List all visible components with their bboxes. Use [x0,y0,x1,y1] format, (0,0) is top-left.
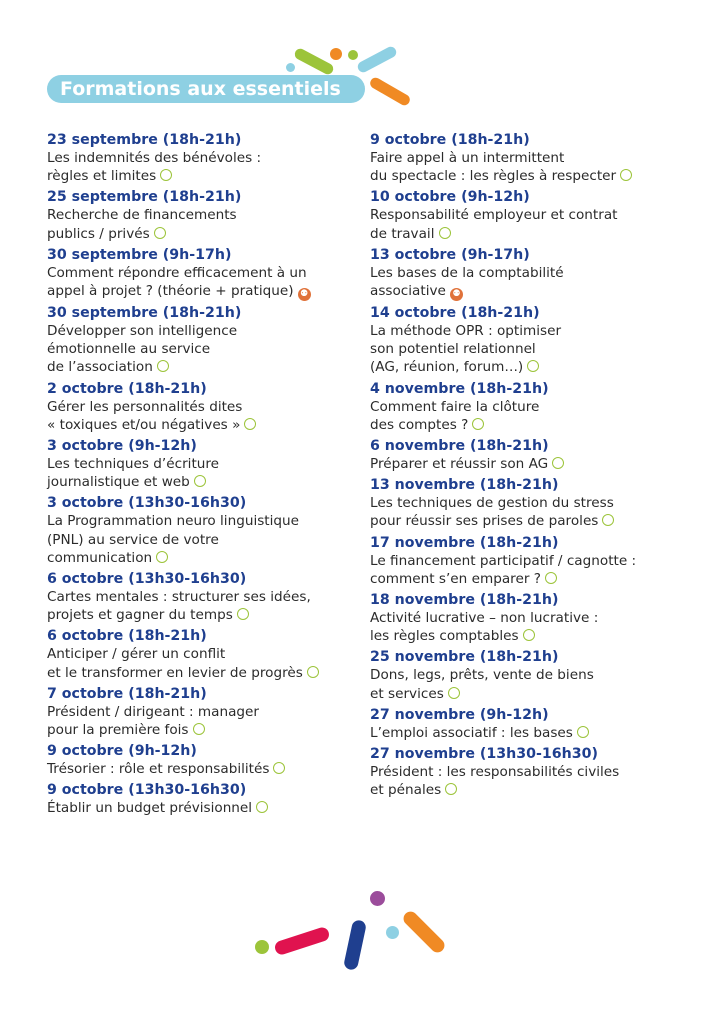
at-spiral-icon [156,551,168,563]
training-title-text: Établir un budget prévisionnel [47,800,253,817]
at-spiral-icon [472,418,484,430]
deco-green-dot [255,940,269,954]
training-title [47,398,352,434]
at-spiral-icon [445,783,457,795]
deco-orange-bar [368,76,412,108]
training-title-text: Cartes mentales : structurer ses idées, projets et gagner du temps [47,589,311,624]
training-title [47,149,352,185]
deco-navy-bar [343,919,367,971]
deco-blue-dot [286,63,295,72]
training-title [47,799,352,817]
training-title-text: L’emploi associatif : les bases [370,724,573,741]
training-title [370,552,670,588]
training-entry [47,380,352,434]
training-title-text: Gérer les personnalités dites « toxiques et/ou négatives » [47,398,243,433]
training-entry [370,131,670,185]
deco-blue-bar [356,45,398,74]
schedule-column-left [47,131,352,821]
training-date: 9 octobre (13h30-16h30) [47,782,247,799]
at-spiral-icon [602,514,614,526]
training-entry [370,380,670,434]
training-date: 6 novembre (18h-21h) [370,438,549,455]
training-title [47,264,352,301]
training-title-text: Le financement participatif / cagnotte : comment s’en emparer ? [370,552,637,587]
training-date: 27 novembre (9h-12h) [370,706,549,723]
at-spiral-icon [256,801,268,813]
training-title [370,206,670,242]
training-title [370,398,670,434]
training-date: 3 octobre (13h30-16h30) [47,495,247,512]
at-spiral-icon [620,169,632,181]
training-title [47,760,352,778]
training-title [370,724,670,742]
training-date: 27 novembre (13h30-16h30) [370,746,598,763]
training-date: 10 octobre (9h-12h) [370,189,530,206]
training-title-text: Préparer et réussir son AG [370,456,549,473]
training-entry [370,188,670,242]
training-date: 6 octobre (13h30-16h30) [47,571,247,588]
training-title-text: Activité lucrative – non lucrative : les règles comptables [370,610,599,645]
training-title [47,455,352,491]
at-spiral-icon [244,418,256,430]
training-title [370,322,670,377]
training-date: 30 septembre (9h-17h) [47,246,232,263]
at-spiral-icon [545,572,557,584]
training-entry [47,131,352,185]
schedule-column-right [370,131,670,802]
at-spiral-icon [577,726,589,738]
training-entry [47,494,352,567]
training-title-text: Faire appel à un intermittent du spectacle : les règles à respecter [370,150,617,185]
training-entry [370,534,670,588]
at-spiral-icon [194,475,206,487]
training-entry [370,706,670,742]
training-title-text: Trésorier : rôle et responsabilités [47,761,270,778]
training-title-text: Développer son intelligence émotionnelle au service de l’association [47,323,238,376]
training-entry [47,304,352,377]
deco-blue-dot [386,926,399,939]
training-title [47,322,352,377]
training-title [370,264,670,301]
training-title-text: Comment répondre efficacement à un appel à projet ? (théorie + pratique) [47,264,307,300]
training-date: 18 novembre (18h-21h) [370,592,559,609]
training-entry [47,570,352,624]
training-title-text: Recherche de financements publics / privés [47,207,237,242]
training-title [370,494,670,530]
training-entry [370,648,670,702]
training-title-text: Les indemnités des bénévoles : règles et limites [47,150,262,185]
training-title [47,588,352,624]
training-date: 3 octobre (9h-12h) [47,438,197,455]
at-spiral-icon [527,360,539,372]
at-spiral-icon [307,666,319,678]
training-title [47,512,352,567]
training-title-text: Les techniques de gestion du stress pour réussir ses prises de paroles [370,495,614,530]
training-title-text: Les bases de la comptabilité associative [370,264,564,300]
training-entry [47,246,352,301]
deco-purple-dot [370,891,385,906]
person-badge-icon: ⚉ [298,288,311,301]
training-date: 25 septembre (18h-21h) [47,189,242,206]
at-spiral-icon [157,360,169,372]
at-spiral-icon [273,762,285,774]
training-entry [47,742,352,778]
training-entry [47,437,352,491]
at-spiral-icon [237,608,249,620]
training-entry [370,745,670,799]
training-entry [47,188,352,242]
training-date: 23 septembre (18h-21h) [47,132,242,148]
training-title-text: Responsabilité employeur et contrat de travail [370,207,618,242]
training-entry [370,246,670,301]
training-entry [47,627,352,681]
training-title [47,645,352,681]
training-entry [370,437,670,473]
training-date: 13 octobre (9h-17h) [370,246,530,263]
training-date: 6 octobre (18h-21h) [47,628,207,645]
training-entry [370,591,670,645]
at-spiral-icon [448,687,460,699]
deco-red-bar [273,926,331,957]
at-spiral-icon [439,227,451,239]
training-date: 13 novembre (18h-21h) [370,477,559,494]
training-title-text: Président : les responsabilités civiles et pénales [370,764,620,799]
training-entry [47,685,352,739]
training-date: 30 septembre (18h-21h) [47,305,242,322]
training-title-text: Comment faire la clôture des comptes ? [370,398,540,433]
page-title: Formations aux essentiels [47,75,365,103]
training-title-text: Les techniques d’écriture journalistique et web [47,456,220,491]
at-spiral-icon [160,169,172,181]
training-title-text: Dons, legs, prêts, vente de biens et services [370,667,594,702]
at-spiral-icon [154,227,166,239]
at-spiral-icon [523,629,535,641]
training-title [47,206,352,242]
person-badge-icon: ⚉ [450,288,463,301]
training-date: 14 octobre (18h-21h) [370,305,540,322]
training-title [370,149,670,185]
training-entry [47,781,352,817]
training-title-text: La Programmation neuro linguistique (PNL) au service de votre communication [47,513,300,566]
training-title [370,666,670,702]
training-title [370,609,670,645]
training-date: 9 octobre (18h-21h) [370,132,530,148]
deco-orange-dot [330,48,342,60]
training-date: 17 novembre (18h-21h) [370,534,559,551]
training-date: 9 octobre (9h-12h) [47,743,197,760]
deco-green-bar [293,47,335,76]
deco-green-dot [348,50,358,60]
deco-orange-bar [401,909,448,956]
training-date: 25 novembre (18h-21h) [370,649,559,666]
training-entry [370,304,670,377]
training-title-text: La méthode OPR : optimiser son potentiel relationnel (AG, réunion, forum…) [370,323,562,376]
training-title-text: Anticiper / gérer un conflit et le transformer en levier de progrès [47,646,303,681]
at-spiral-icon [552,457,564,469]
at-spiral-icon [193,723,205,735]
training-title [47,703,352,739]
training-date: 2 octobre (18h-21h) [47,380,207,397]
training-title [370,763,670,799]
training-entry [370,476,670,530]
training-title-text: Président / dirigeant : manager pour la première fois [47,703,259,739]
training-date: 4 novembre (18h-21h) [370,380,549,397]
training-date: 7 octobre (18h-21h) [47,685,207,702]
training-title [370,455,670,473]
